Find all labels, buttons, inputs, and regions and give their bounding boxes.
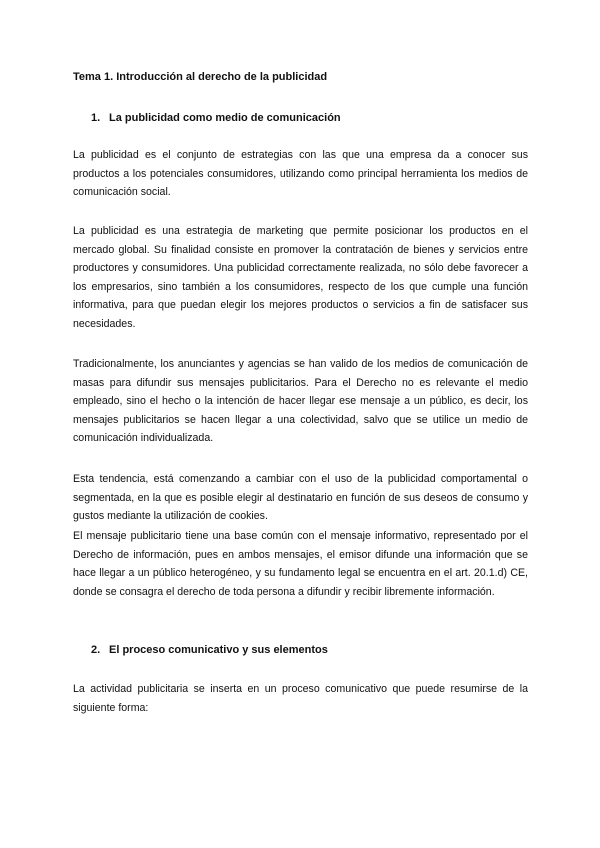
document-title: Tema 1. Introducción al derecho de la publicidad bbox=[73, 71, 328, 83]
section-2-paragraph-1: La actividad publicitaria se inserta en un proceso comunicativo que puede resumirse de la siguiente forma: bbox=[73, 683, 528, 714]
section-1-paragraph-3: Tradicionalmente, los anunciantes y agencias se han valido de los medios de comunicación de masas para difundir sus mensajes publicitarios. Para el Derecho no es relevante el medio empleado, sino el hecho o la intención de hacer llegar ese mensaje a un público, es decir, los mensajes publicitarios se hacen llegar a una colectividad, salvo que se utilice un medio de comunicación individualizada. bbox=[73, 358, 528, 445]
section-1-title: La publicidad como medio de comunicación bbox=[109, 112, 341, 124]
section-1-paragraph-2: La publicidad es una estrategia de marketing que permite posicionar los productos en el mercado global. Su finalidad consiste en promover la contratación de bienes y servicios entre productores y consumidores. Una publicidad correctamente realizada, no sólo debe favorecer a los empresarios, sino también a los consumidores, respecto de los que cumple una función informativa, para que puedan elegir los mejores productos o servicios a fin de satisfacer sus necesidades. bbox=[73, 225, 528, 330]
section-2-title: El proceso comunicativo y sus elementos bbox=[109, 644, 328, 656]
section-1-paragraph-4: Esta tendencia, está comenzando a cambiar con el uso de la publicidad comportamental o segmentada, en la que es posible elegir al destinatario en función de sus deseos de consumo y gustos mediante la utilización de cookies. bbox=[73, 473, 528, 523]
section-1-number: 1. bbox=[91, 112, 101, 124]
section-2-number: 2. bbox=[91, 644, 101, 656]
section-1-heading bbox=[91, 110, 531, 126]
section-1-paragraph-5: El mensaje publicitario tiene una base común con el mensaje informativo, representado por el Derecho de información, pues en ambos mensajes, el emisor difunde una información que se hace llegar a un público heterogéneo, y su fundamento legal se encuentra en el art. 20.1.d) CE, donde se consagra el derecho de toda persona a difundir y recibir libremente información. bbox=[73, 530, 528, 598]
section-1-paragraph-1: La publicidad es el conjunto de estrategias con las que una empresa da a conocer sus productos a los potenciales consumidores, utilizando como principal herramienta los medios de comunicación social. bbox=[73, 149, 528, 199]
section-2-heading bbox=[91, 642, 531, 658]
